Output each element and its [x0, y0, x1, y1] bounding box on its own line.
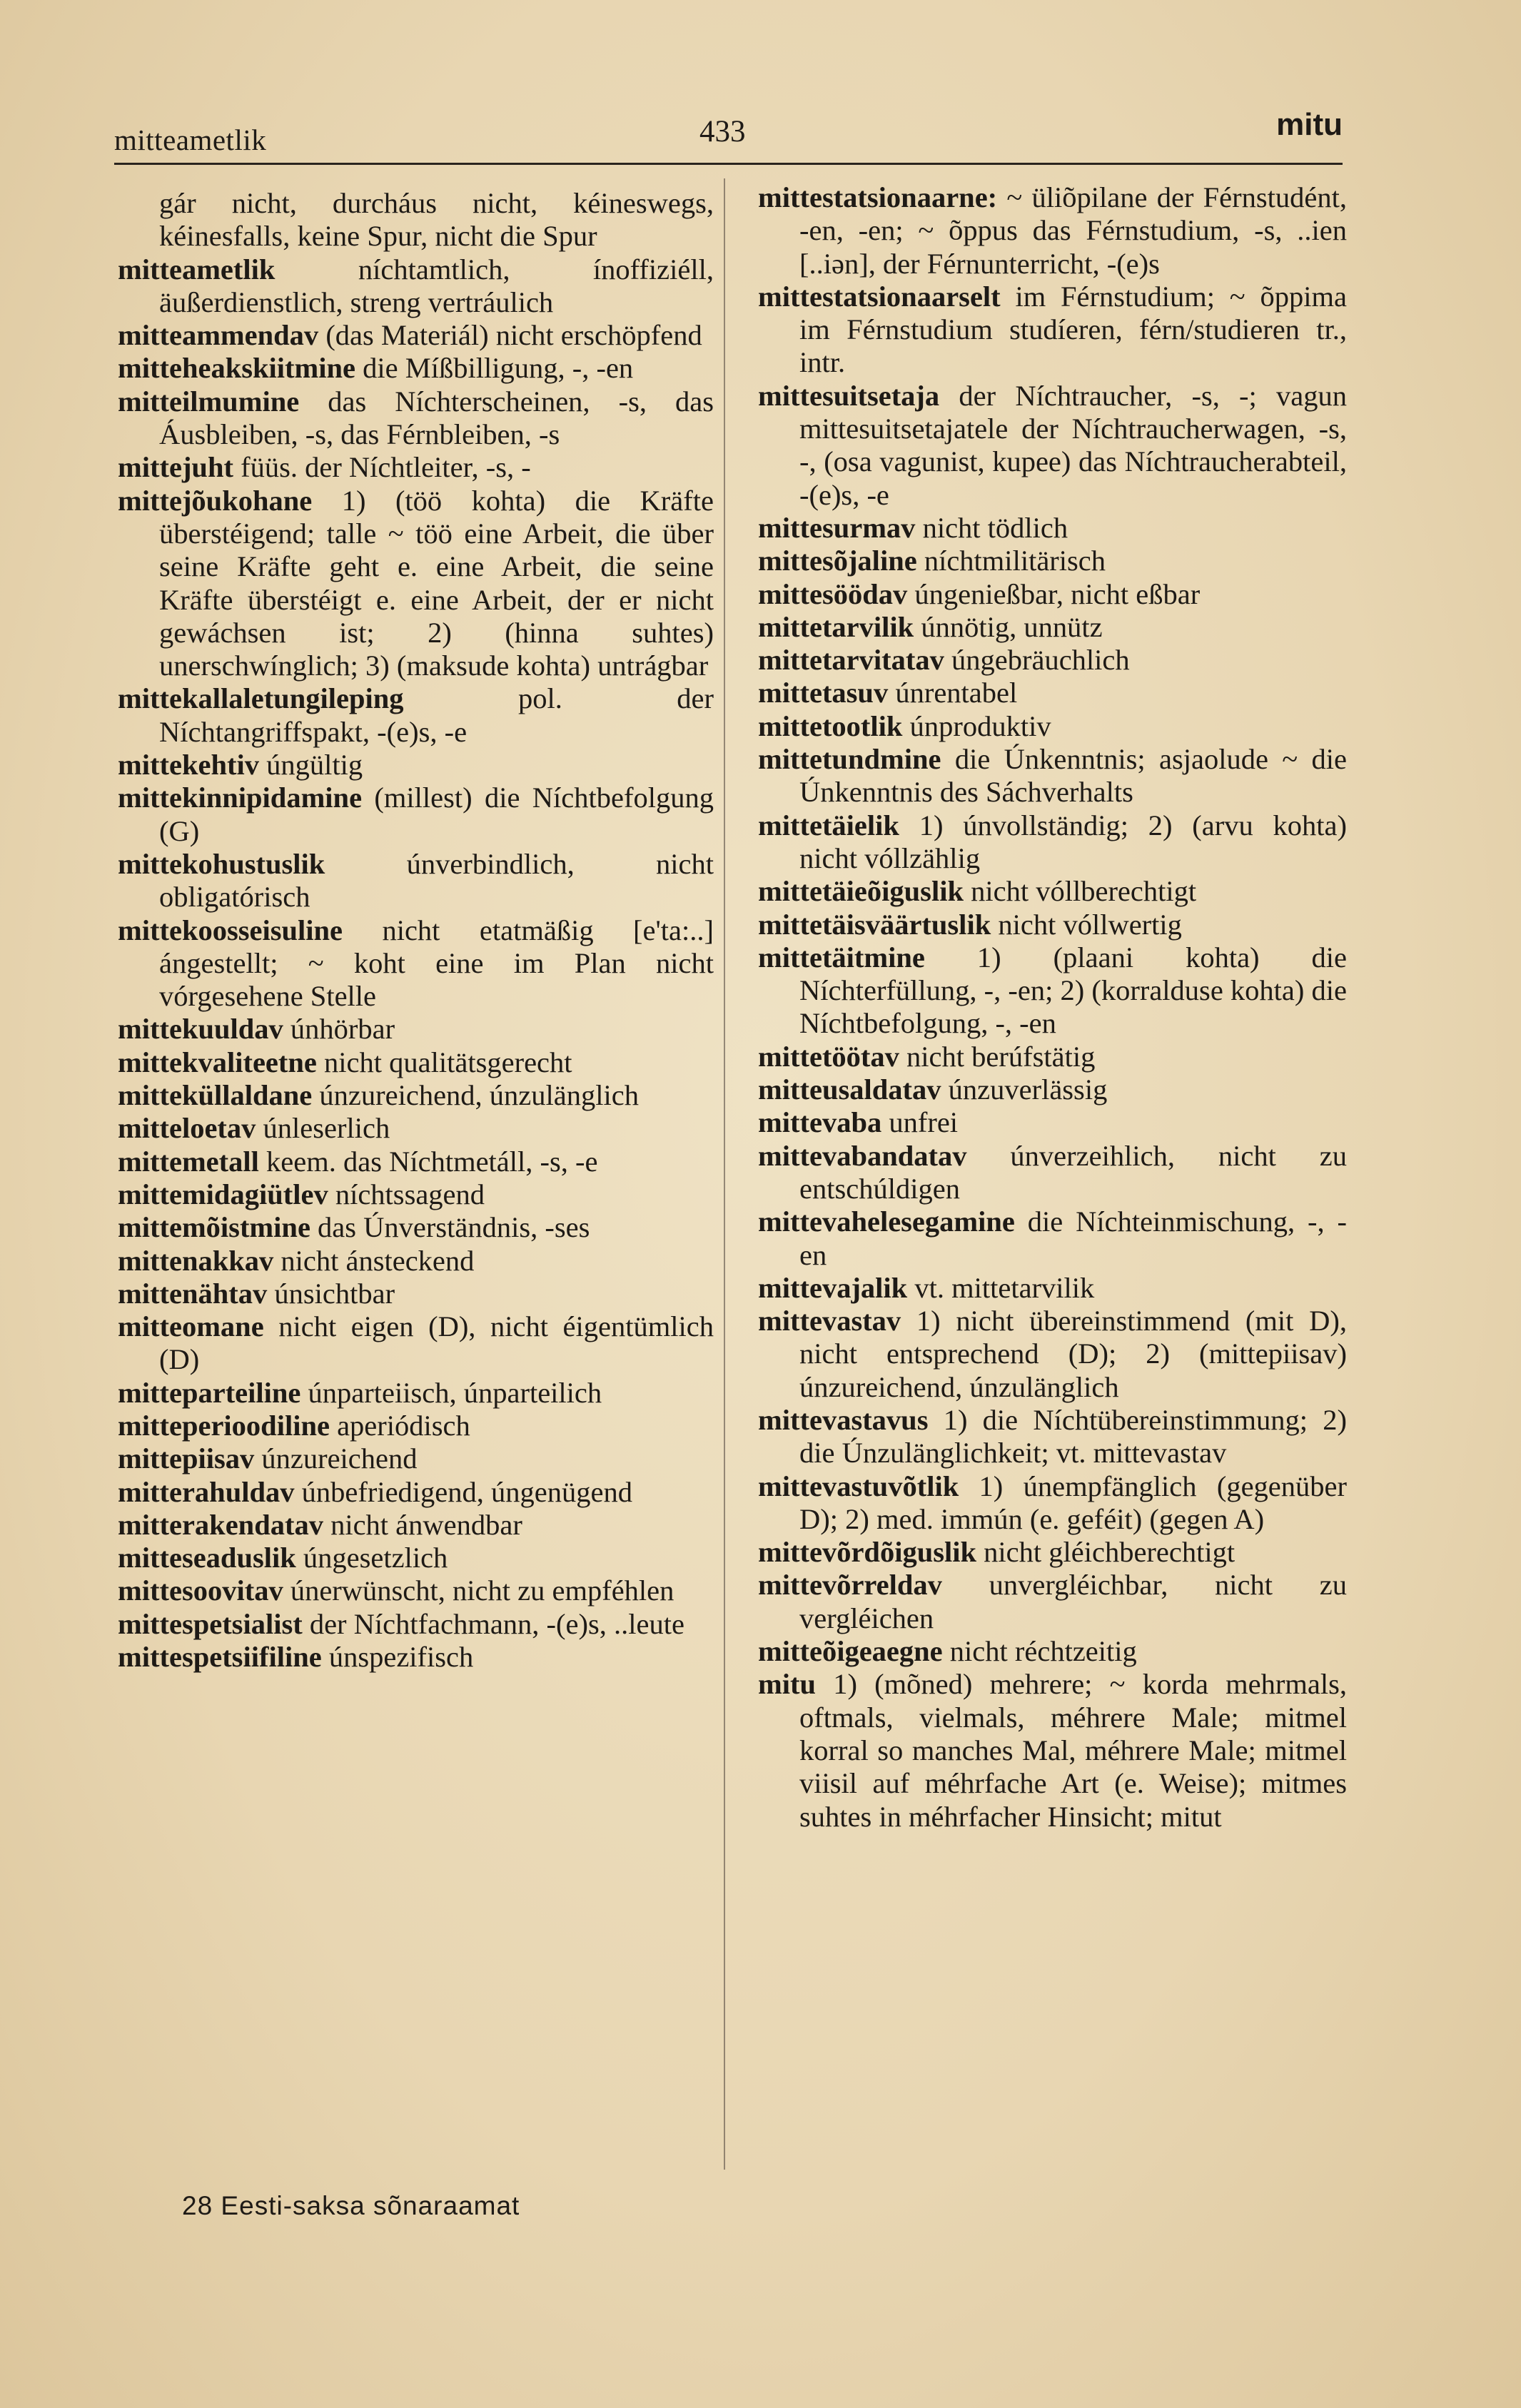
entry-headword: mittetundmine	[758, 743, 941, 776]
dictionary-entry	[118, 1410, 714, 1442]
entry-definition: 1) die Níchtübereinstimmung; 2) die Únzulänglichkeit; vt. mittevastav	[799, 1403, 1347, 1469]
dictionary-entry	[118, 1245, 714, 1278]
entry-headword: mitteametlik	[118, 253, 276, 285]
dictionary-entry	[118, 914, 714, 1013]
dictionary-entry	[118, 1310, 714, 1377]
entry-definition: nicht eigen (D), nicht éigentümlich (D)	[159, 1310, 714, 1376]
entry-definition: (das Materiál) nicht erschöpfend	[318, 319, 702, 352]
entry-headword: mittekvaliteetne	[118, 1046, 317, 1078]
dictionary-entry	[118, 187, 714, 253]
entry-definition: únrentabel	[888, 677, 1018, 709]
dictionary-entry	[118, 253, 714, 320]
entry-definition: nicht réchtzeitig	[942, 1635, 1137, 1668]
dictionary-entry	[118, 319, 714, 352]
entry-headword: mittevabandatav	[758, 1139, 967, 1172]
entry-headword: mittevõrreldav	[758, 1569, 942, 1602]
entry-definition: (millest) die Níchtbefolgung (G)	[159, 781, 714, 847]
entry-definition: das Níchterscheinen, -s, das Áusbleiben, -s, das Férnbleiben, -s	[159, 385, 714, 451]
dictionary-entry	[758, 578, 1347, 611]
entry-headword: mitteõigeaegne	[758, 1635, 943, 1668]
entry-headword: mitteperioodiline	[118, 1409, 330, 1442]
dictionary-entry	[758, 1404, 1347, 1470]
header-rule	[114, 163, 1343, 165]
entry-headword: mittetäisväärtuslik	[758, 908, 991, 941]
entry-headword: mittestatsionaarselt	[758, 280, 1001, 313]
entry-headword: mittekallaletungileping	[118, 682, 404, 715]
entry-definition: der Níchtraucher, -s, -; vagun mittesuitsetajatele der Níchtraucherwagen, -s, -, (osa vagunist, kupee) das Níchtraucherabteil, -(e)s, -e	[799, 379, 1347, 511]
dictionary-entry	[118, 352, 714, 385]
entry-definition: ~ üliõpilane der Férnstudént, -en, -en; ~ õppus das Férnstudium, -s, ..ien [..iən], der Férnunterricht, -(e)s	[799, 181, 1347, 280]
dictionary-entry	[118, 1377, 714, 1410]
running-head-left: mitteametlik	[114, 123, 267, 156]
entry-definition: únparteiisch, únparteilich	[300, 1376, 602, 1409]
entry-headword: mittespetsiifiline	[118, 1641, 322, 1674]
dictionary-entry	[118, 781, 714, 848]
dictionary-entry	[758, 1073, 1347, 1106]
entry-headword: mittenakkav	[118, 1244, 274, 1277]
entry-headword: mittemetall	[118, 1145, 259, 1178]
entry-headword: mittetäielik	[758, 809, 899, 841]
dictionary-entry	[758, 1668, 1347, 1833]
dictionary-entry	[118, 385, 714, 452]
entry-definition: únzureichend, únzulänglich	[312, 1079, 639, 1112]
dictionary-entry	[118, 1278, 714, 1310]
dictionary-entry	[758, 677, 1347, 709]
dictionary-entry	[118, 682, 714, 749]
entry-definition: vt. mittetarvilik	[907, 1271, 1095, 1304]
entry-headword: mittejuht	[118, 451, 233, 484]
entry-headword: mittevõrdõiguslik	[758, 1536, 977, 1569]
dictionary-entry	[758, 875, 1347, 908]
entry-headword: mittesöödav	[758, 577, 908, 610]
entry-headword: mitteusaldatav	[758, 1073, 941, 1106]
entry-headword: mittesurmav	[758, 511, 916, 544]
entry-definition: únzuverlässig	[941, 1073, 1108, 1106]
dictionary-entry	[758, 909, 1347, 941]
entry-definition: únnötig, unnütz	[914, 610, 1103, 643]
dictionary-entry	[118, 848, 714, 914]
entry-definition: únbefriedigend, úngenügend	[294, 1475, 632, 1508]
entry-headword: mitterakendatav	[118, 1508, 323, 1541]
dictionary-entry	[118, 1013, 714, 1046]
entry-headword: mittenähtav	[118, 1277, 268, 1310]
dictionary-entry	[118, 1079, 714, 1112]
entry-headword: mittekinnipidamine	[118, 781, 363, 814]
dictionary-entry	[758, 181, 1347, 280]
entry-headword: mittekoosseisuline	[118, 914, 343, 946]
entry-headword: mittekohustuslik	[118, 847, 325, 880]
entry-definition: níchtamtlich, ínoffiziéll, äußerdienstlich, streng vertráulich	[159, 253, 714, 318]
entry-definition: únverbindlich, nicht obligatórisch	[159, 847, 714, 914]
entry-definition: die Únkenntnis; asjaolude ~ die Únkenntnis des Sáchverhalts	[799, 743, 1347, 809]
entry-headword: mittekehtiv	[118, 749, 259, 781]
entry-headword: mittevajalik	[758, 1271, 908, 1304]
entry-definition: úngebräuchlich	[944, 644, 1130, 677]
entry-headword: mittesoovitav	[118, 1574, 283, 1607]
entry-definition: keem. das Níchtmetáll, -s, -e	[258, 1145, 598, 1178]
entry-headword: mittesõjaline	[758, 545, 917, 577]
entry-headword: mittevastuvõtlik	[758, 1469, 959, 1502]
entry-headword: mittepiisav	[118, 1442, 255, 1475]
running-head-right: mitu	[1276, 107, 1343, 142]
dictionary-entry	[758, 611, 1347, 644]
entry-definition: níchtssagend	[328, 1178, 485, 1210]
dictionary-entry	[118, 1112, 714, 1145]
entry-definition: únspezifisch	[321, 1641, 474, 1674]
entry-headword: mitteomane	[118, 1310, 264, 1343]
entry-headword: mitteseaduslik	[118, 1542, 296, 1574]
dictionary-entry	[758, 1140, 1347, 1206]
entry-definition: 1) únempfänglich (gegenüber D); 2) med. immún (e. geféit) (gegen A)	[799, 1469, 1347, 1535]
entry-headword: mitteloetav	[118, 1112, 256, 1145]
dictionary-entry	[758, 1106, 1347, 1139]
entry-definition: aperiódisch	[329, 1409, 470, 1442]
dictionary-entry	[758, 1569, 1347, 1635]
page-number: 433	[699, 115, 746, 148]
dictionary-entry	[758, 644, 1347, 677]
dictionary-entry	[118, 1641, 714, 1674]
column-divider	[724, 178, 725, 2170]
entry-definition: úngültig	[258, 749, 363, 781]
entry-headword: mittevastavus	[758, 1403, 929, 1436]
left-column	[118, 187, 714, 1674]
entry-definition: nicht vóllwertig	[991, 908, 1182, 941]
dictionary-entry	[118, 1509, 714, 1542]
entry-headword: mittetarvitatav	[758, 644, 944, 677]
entry-headword: mittejõukohane	[118, 484, 313, 517]
dictionary-entry	[758, 1305, 1347, 1404]
entry-headword: mittetootlik	[758, 709, 903, 742]
entry-definition: füüs. der Níchtleiter, -s, -	[233, 451, 531, 484]
entry-headword: mittemõistmine	[118, 1211, 310, 1244]
entry-definition: 1) (plaani kohta) die Níchterfüllung, -, -en; 2) (korralduse kohta) die Níchtbefolgung, -, -en	[799, 941, 1347, 1040]
entry-headword: mittespetsialist	[118, 1607, 303, 1640]
dictionary-entry	[758, 380, 1347, 512]
entry-definition: níchtmilitärisch	[916, 545, 1106, 577]
entry-definition: die Míßbilligung, -, -en	[355, 352, 634, 385]
entry-definition: das Únverständnis, -ses	[310, 1211, 590, 1244]
entry-definition: nicht qualitätsgerecht	[316, 1046, 572, 1078]
entry-headword: mitteküllaldane	[118, 1079, 313, 1112]
entry-headword: mitteilmumine	[118, 385, 300, 418]
entry-definition: nicht berúfstätig	[899, 1040, 1096, 1073]
entry-headword: mitterahuldav	[118, 1475, 295, 1508]
entry-definition: nicht ánsteckend	[273, 1244, 475, 1277]
entry-headword: mittetäieõiguslik	[758, 875, 964, 908]
dictionary-entry	[118, 1608, 714, 1641]
entry-headword: mittestatsionaarne:	[758, 181, 998, 213]
entry-definition: unfrei	[881, 1106, 959, 1139]
entry-headword: mittesuitsetaja	[758, 379, 940, 412]
entry-definition: únerwünscht, nicht zu empféhlen	[283, 1574, 674, 1607]
dictionary-entry	[758, 1041, 1347, 1073]
entry-definition: 1) (mõned) mehrere; ~ korda mehrmals, oftmals, vielmals, méhrere Male; mitmel korral so manches Mal, méhrere Male; mitmel viisil auf méhrfache Art (e. Weise); mitmes suhtes in méhrfacher Hinsicht; mitut	[799, 1668, 1347, 1833]
entry-definition: nicht tödlich	[915, 511, 1068, 544]
dictionary-entry	[118, 749, 714, 781]
dictionary-entry	[758, 1205, 1347, 1272]
entry-headword: mittevastav	[758, 1305, 901, 1337]
entry-definition: 1) únvollständig; 2) (arvu kohta) nicht vóllzählig	[799, 809, 1347, 874]
dictionary-entry	[758, 512, 1347, 545]
dictionary-entry	[758, 710, 1347, 743]
entry-definition: nicht gléichberechtigt	[976, 1536, 1236, 1569]
entry-headword: mittevahelesegamine	[758, 1205, 1015, 1238]
dictionary-entry	[118, 1211, 714, 1244]
dictionary-entry	[758, 1635, 1347, 1668]
entry-headword: mittetäitmine	[758, 941, 925, 973]
entry-definition: únzureichend	[254, 1442, 418, 1475]
entry-definition: únhörbar	[283, 1013, 395, 1046]
dictionary-entry	[758, 809, 1347, 876]
right-column	[758, 181, 1347, 1833]
dictionary-entry	[118, 1046, 714, 1079]
entry-definition: unvergléichbar, nicht zu vergléichen	[799, 1569, 1347, 1634]
entry-definition: únsichtbar	[267, 1277, 395, 1310]
page-header	[114, 107, 1343, 164]
entry-headword: mitteheakskiitmine	[118, 352, 355, 385]
entry-headword: mittevaba	[758, 1106, 882, 1139]
entry-definition: únleserlich	[256, 1112, 390, 1145]
entry-definition: im Férnstudium; ~ õppima im Férnstudium studíeren, férn/studieren tr., intr.	[799, 280, 1347, 379]
dictionary-entry	[118, 1442, 714, 1475]
entry-definition: úngenießbar, nicht eßbar	[907, 577, 1201, 610]
dictionary-entry	[118, 1145, 714, 1178]
dictionary-entry	[758, 1470, 1347, 1537]
entry-headword: mitteammendav	[118, 319, 319, 352]
dictionary-entry	[118, 1178, 714, 1211]
dictionary-entry	[118, 1574, 714, 1607]
entry-headword: mitu	[758, 1668, 816, 1701]
dictionary-entry	[758, 280, 1347, 380]
entry-definition: únverzeihlich, nicht zu entschúldigen	[799, 1139, 1347, 1205]
entry-definition: 1) nicht übereinstimmend (mit D), nicht entsprechend (D); 2) (mittepiisav) únzureichend, únzulänglich	[799, 1305, 1347, 1403]
entry-definition: 1) (töö kohta) die Kräfte überstéigend; talle ~ töö eine Arbeit, die über seine Kräfte geht e. eine Arbeit, die seine Kräfte überstéigt e. eine Arbeit, der er nicht gewáchsen ist; 2) (hinna suhtes) unerschwínglich; 3) (maksude kohta) untrágbar	[159, 484, 714, 682]
entry-definition: nicht vóllberechtigt	[963, 875, 1197, 908]
entry-definition: nicht ánwendbar	[323, 1508, 522, 1541]
entry-headword: mitteparteiline	[118, 1376, 301, 1409]
dictionary-entry	[758, 743, 1347, 809]
entry-definition: der Níchtfachmann, -(e)s, ..leute	[302, 1607, 684, 1640]
dictionary-entry	[118, 1476, 714, 1509]
entry-definition: nicht etatmäßig [e'ta:..] ángestellt; ~ koht eine im Plan nicht vórgesehene Stelle	[159, 914, 714, 1013]
entry-definition: úngesetzlich	[295, 1542, 448, 1574]
entry-headword: mittetasuv	[758, 677, 889, 709]
entry-definition: die Níchteinmischung, -, -en	[799, 1205, 1347, 1271]
page-footer: 28 Eesti-saksa sõnaraamat	[182, 2191, 520, 2220]
dictionary-entry	[758, 1536, 1347, 1569]
entry-definition: únproduktiv	[902, 709, 1051, 742]
entry-headword: mittekuuldav	[118, 1013, 283, 1046]
dictionary-entry	[758, 545, 1347, 577]
entry-definition: gár nicht, durcháus nicht, kéineswegs, kéinesfalls, keine Spur, nicht die Spur	[159, 187, 714, 253]
entry-headword: mittemidagiütlev	[118, 1178, 328, 1210]
dictionary-entry	[118, 451, 714, 484]
dictionary-entry	[118, 1542, 714, 1574]
dictionary-entry	[118, 485, 714, 683]
dictionary-entry	[758, 941, 1347, 1041]
entry-headword: mittetarvilik	[758, 610, 914, 643]
entry-definition: pol. der Níchtangriffspakt, -(e)s, -e	[159, 682, 714, 748]
entry-headword: mittetöötav	[758, 1040, 899, 1073]
dictionary-entry	[758, 1272, 1347, 1305]
